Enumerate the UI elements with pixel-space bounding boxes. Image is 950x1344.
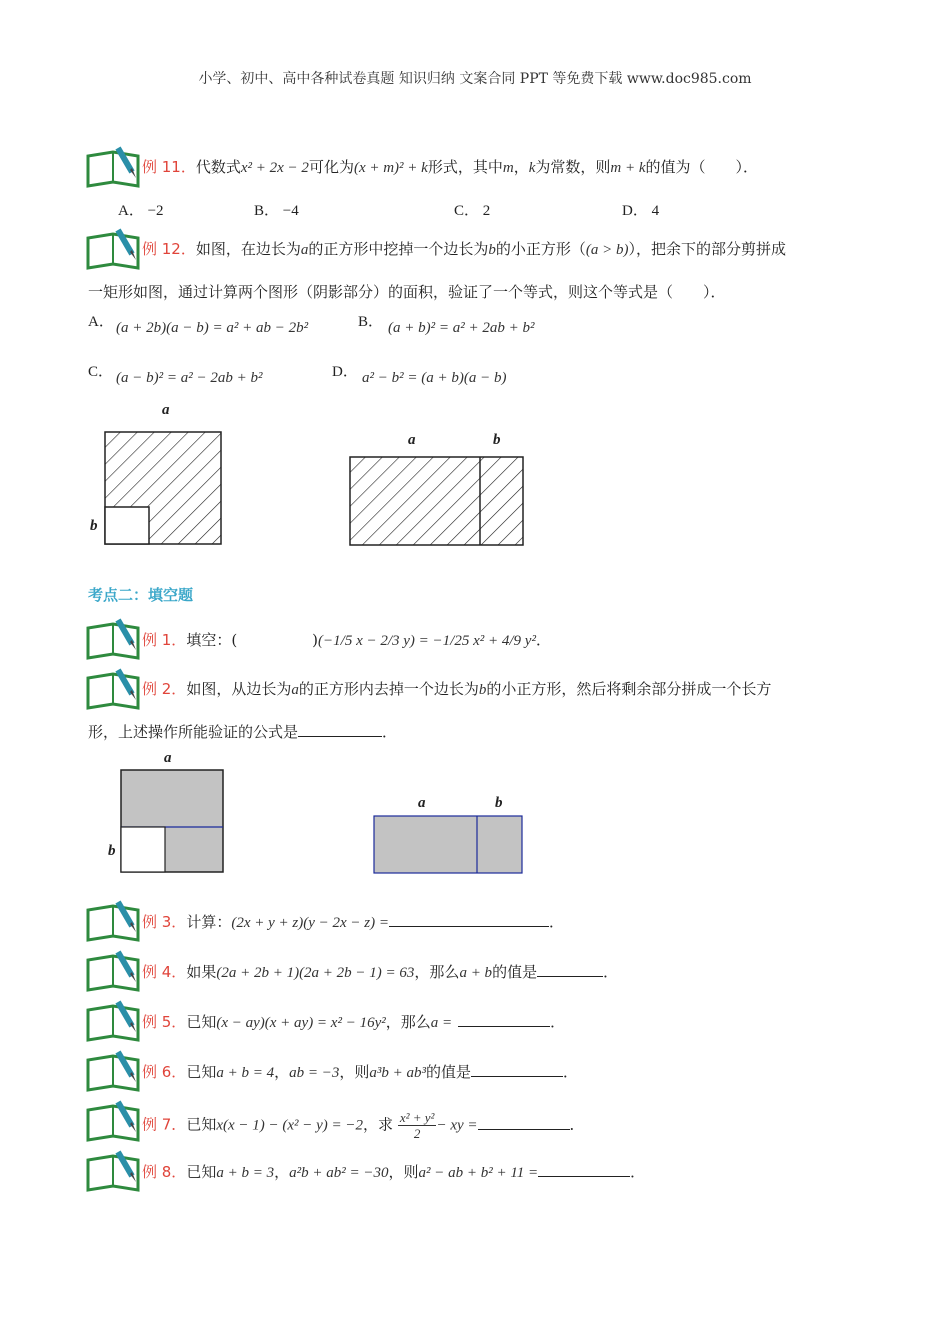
q12-text-d: ），把余下的部分剪拼成 [628,240,787,258]
section-title: 考点二：填空题 [88,586,194,604]
e5-end: ． [550,1013,566,1031]
e1-label: 例 1． [142,631,187,649]
e7-numerator: x² + y² [399,1110,435,1125]
e8-sep: ， [274,1163,290,1181]
e7-expr2: − xy = [436,1117,478,1134]
q11-k: k [528,160,536,176]
book-pencil-icon [86,1150,140,1192]
e4-end: ． [603,963,619,981]
e3-end: ． [548,913,564,931]
e4-expr2: a + b [459,965,493,981]
q12-a: a [300,242,309,258]
e6-text: 已知 [186,1063,217,1081]
e8-expr2: a²b + ab² = −30 [289,1165,389,1181]
q12-line2: 一矩形如图，通过计算两个图形（阴影部分）的面积，验证了一个等式，则这个等式是（ ）． [88,283,726,301]
e5-answer-blank[interactable] [458,1011,550,1027]
option-value: 2 [482,203,491,219]
e8-text: 已知 [186,1163,217,1181]
e2-line1 [142,677,771,702]
e2-line2 [88,720,397,744]
q11-text: 代数式 [195,158,241,176]
e2-fig1-label-b: b [108,843,116,859]
e6-mid: ，则 [339,1063,370,1081]
e1-expr: (−1/5 x − 2/3 y) = −1/25 x² + 4/9 y² [318,633,536,649]
q11-expr2: (x + m)² + k [353,160,428,176]
q11-text-post2: 为常数，则 [535,158,611,176]
e8-answer-blank[interactable] [538,1161,630,1177]
e7-denominator: 2 [413,1126,421,1141]
e3-expr: (2x + y + z)(y − 2x − z) = [231,915,389,931]
option-value: −4 [282,203,299,219]
e3-line [142,910,564,935]
e7-label: 例 7． [142,1115,187,1134]
book-pencil-icon [86,1050,140,1092]
option-key: D． [332,364,358,380]
e2-text: 如图，从边长为 [186,680,292,698]
book-pencil-icon [86,228,140,270]
e5-expr: (x − ay)(x + ay) = x² − 16y² [216,1015,386,1031]
book-pencil-icon [86,618,140,660]
option-key: B． [254,203,280,219]
e7-fraction [398,1110,437,1141]
q11-option-d[interactable] [622,199,659,220]
option-key: A． [118,203,144,219]
e4-line [142,960,618,985]
q12-option-d-value: a² − b² = (a + b)(a − b) [362,370,507,386]
e6-label: 例 6． [142,1063,187,1081]
e5-line [142,1010,565,1035]
e2-fig1-label-a: a [164,750,172,766]
e6-end: ． [563,1063,579,1081]
q12-text-b: 的正方形中挖掉一个边长为 [308,240,489,258]
q11-expr1: x² + 2x − 2 [240,160,309,176]
book-pencil-icon [86,950,140,992]
q12-option-c-value: (a − b)² = a² − 2ab + b² [116,370,263,386]
q12-option-a-value: (a + 2b)(a − b) = a² + ab − 2b² [116,320,309,336]
e5-expr2: a = [430,1015,453,1031]
e5-label: 例 5． [142,1013,187,1031]
e7-mid: ，求 [363,1115,394,1134]
q12-fig1-label-b: b [90,518,98,534]
e6-expr3: a³b + ab³ [369,1065,426,1081]
option-value: −2 [147,203,164,219]
q12-option-b[interactable] [358,310,383,331]
e2-b: b [478,682,487,698]
e2-fig2-label-a: a [418,795,426,811]
book-pencil-icon [86,1000,140,1042]
e4-mid: ，那么 [414,963,460,981]
e8-line [142,1160,645,1185]
e1-end: ． [535,631,551,649]
e2-figure-rectangle [373,815,525,876]
e2-figure-square [120,769,226,875]
book-pencil-icon [86,146,140,188]
q12-figure-square [104,431,224,547]
q11-end: 的值为（ ）． [645,158,759,176]
q12-fig1-label-a: a [162,402,170,418]
page-header: 小学、初中、高中各种试卷真题 知识归纳 文案合同 PPT 等免费下载 www.doc985.com [198,71,752,87]
q11-option-b[interactable] [254,199,299,220]
e8-expr3: a² − ab + b² + 11 = [418,1165,539,1181]
e4-label: 例 4． [142,963,187,981]
q11-mk: m + k [610,160,646,176]
q12-text: 如图，在边长为 [195,240,301,258]
q11-label: 例 11． [142,158,196,176]
q11-option-c[interactable] [454,199,490,220]
q12-option-c[interactable] [88,360,113,381]
q12-option-b-value: (a + b)² = a² + 2ab + b² [388,320,535,336]
e3-label: 例 3． [142,913,187,931]
option-key: B． [358,314,384,330]
q12-fig2-label-b: b [493,432,501,448]
q11-text-post: 形式，其中 [427,158,503,176]
e8-mid: ，则 [388,1163,419,1181]
q11-line [142,155,758,180]
q12-figure-rectangle [349,456,527,548]
option-key: C． [454,203,480,219]
book-pencil-icon [86,668,140,710]
q12-option-a[interactable] [88,310,114,331]
e6-line [142,1060,578,1085]
option-value: 4 [651,203,660,219]
e1-text: 填空： [186,631,232,649]
e6-expr: a + b = 4 [216,1065,275,1081]
q12-line1 [142,237,786,262]
e2-fig2-label-b: b [495,795,503,811]
q11-m: m [502,160,514,176]
e7-text: 已知 [186,1115,217,1134]
e4-expr: (2a + 2b + 1)(2a + 2b − 1) = 63 [216,965,415,981]
e7-end: ． [569,1115,585,1134]
e1-line [142,628,551,653]
e3-answer-blank[interactable] [389,911,549,927]
e7-expr: x(x − 1) − (x² − y) = −2 [216,1117,364,1134]
e2-text-b: 的正方形内去掉一个边长为 [298,680,479,698]
e3-text: 计算： [186,913,232,931]
e7-answer-blank[interactable] [478,1114,570,1130]
e6-post: 的值是 [425,1063,471,1081]
q11-sep: ， [513,158,529,176]
e2-text-c: 的小正方形，然后将剩余部分拼成一个长方 [486,680,772,698]
e6-sep: ， [274,1063,290,1081]
e4-text: 如果 [186,963,217,981]
q12-cond: (a > b) [585,242,629,258]
e8-expr: a + b = 3 [216,1165,275,1181]
e1-blank[interactable]: ( ) [231,631,319,649]
e4-answer-blank[interactable] [537,961,603,977]
option-key: A． [88,314,114,330]
e6-answer-blank[interactable] [471,1061,563,1077]
e2-answer-blank[interactable] [298,721,382,737]
q12-b: b [488,242,496,258]
e5-text: 已知 [186,1013,217,1031]
e2-end: ． [382,723,398,741]
option-key: D． [622,203,648,219]
e5-mid: ，那么 [385,1013,431,1031]
e6-expr2: ab = −3 [289,1065,340,1081]
e2-text-2: 形，上述操作所能验证的公式是 [88,723,299,741]
e8-label: 例 8． [142,1163,187,1181]
option-key: C． [88,364,114,380]
book-pencil-icon [86,1100,140,1142]
e4-post: 的值是 [492,963,538,981]
q11-text-mid: 可化为 [308,158,354,176]
q12-fig2-label-a: a [408,432,416,448]
book-pencil-icon [86,900,140,942]
e8-end: ． [630,1163,646,1181]
e2-a: a [291,682,299,698]
q12-text-c: 的小正方形（ [495,240,586,258]
q12-option-d[interactable] [332,360,358,381]
q11-option-a[interactable] [118,199,164,220]
e2-label: 例 2． [142,680,187,698]
e7-line [142,1110,585,1141]
q12-label: 例 12． [142,240,196,258]
